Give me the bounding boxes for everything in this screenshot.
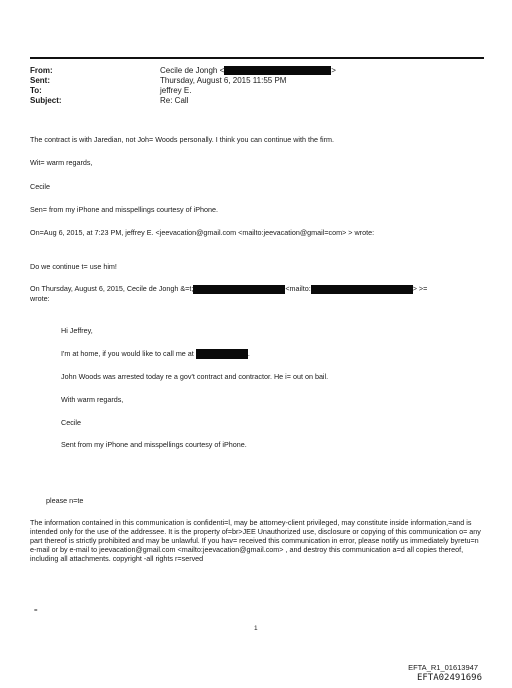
- redaction-block: [193, 285, 285, 294]
- quoted-greeting: Hi Jeffrey,: [61, 326, 93, 335]
- quoted-line: Cecile: [61, 418, 81, 427]
- body-line: Sen= from my iPhone and misspellings courtesy of iPhone.: [30, 205, 218, 214]
- subject-value: Re: Call: [160, 96, 189, 105]
- quoted-signature: Sent from my iPhone and misspellings courtesy of iPhone.: [61, 440, 247, 449]
- body-line: wrote:: [30, 294, 50, 303]
- to-value: jeffrey E.: [160, 86, 192, 95]
- quoted-home-end: .: [247, 349, 250, 358]
- body-line: On=Aug 6, 2015, at 7:23 PM, jeffrey E. <jeevacation@gmail.com <mailto:jeevacation@gmail=com> > wrote:: [30, 228, 375, 237]
- attribution-line: [30, 284, 427, 294]
- from-value: [160, 66, 336, 76]
- to-label: To:: [30, 86, 42, 95]
- attribution-text: On Thursday, August 6, 2015, Cecile de Jongh &=t;: [30, 284, 194, 293]
- body-line: Cecile: [30, 182, 50, 191]
- header-rule: [30, 57, 484, 59]
- email-header: [30, 66, 336, 106]
- subject-label: Subject:: [30, 96, 62, 105]
- please-note: please n=te: [46, 496, 84, 505]
- body-line: Do we continue t= use him!: [30, 262, 117, 271]
- quoted-home: I'm at home, if you would like to call me at: [61, 349, 194, 358]
- quoted-line: With warm regards,: [61, 395, 124, 404]
- footer-id-2: EFTA02491696: [416, 673, 482, 683]
- stray-mark: =: [34, 608, 38, 614]
- body-line: The contract is with Jaredian, not Joh= Woods personally. I think you can continue with the firm.: [30, 135, 334, 144]
- footer-id-1: EFTA_R1_01613947: [408, 663, 478, 672]
- from-label: From:: [30, 66, 53, 75]
- redaction-block: [311, 285, 413, 294]
- attribution-end: > >=: [412, 284, 428, 293]
- sent-value: Thursday, August 6, 2015 11:55 PM: [160, 76, 287, 85]
- disclaimer: The information contained in this communication is confidenti=l, may be attorney-client privileged, may constitute inside information,=and is intended only for the use of the addressee. It is the property of=br>JEE Unauthorized use, disclosure or copying of this communication o= any part thereof is strictly prohibited and may be unlawful. If you hav= received this communication in error, please notify us immediately byretu=n e-mail or by e-mail to jeevacation@gmail.com <mailto:jeevacation@gmail.com> , and destroy this communication a=d all copies thereof, including all attachments. copyright -all rights r=served: [30, 518, 481, 563]
- quoted-line: [61, 349, 250, 359]
- from-suffix: >: [331, 66, 336, 75]
- page-number: 1: [254, 625, 258, 632]
- body-line: Wit= warm regards,: [30, 158, 93, 167]
- from-name: Cecile de Jongh <: [160, 66, 225, 75]
- redaction-block: [196, 349, 248, 359]
- quoted-line: John Woods was arrested today re a gov't contract and contractor. He i= out on bail.: [61, 372, 329, 381]
- attribution-mailto: <mailto:: [285, 284, 311, 293]
- redaction-block: [224, 66, 331, 75]
- sent-label: Sent:: [30, 76, 50, 85]
